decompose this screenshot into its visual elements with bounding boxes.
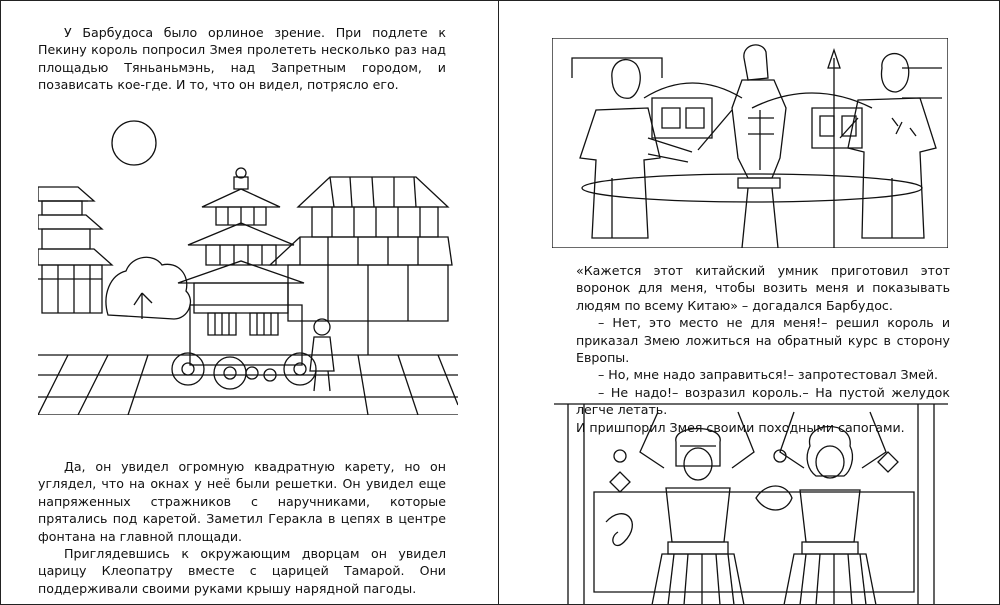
- right-dialog-1: – Нет, это место не для меня!– решил король и приказал Змею ложиться на обратный курс в сторону Европы.: [576, 315, 950, 366]
- left-paragraph-top: У Барбудоса было орлиное зрение. При подлете к Пекину король попросил Змея пролететь несколько раз над площадью Тяньаньмэнь, над Запретным городом, и позависать кое-где. И то, что он видел, потрясло его.: [38, 25, 446, 93]
- left-paragraph-bottom-1: Да, он увидел огромную квадратную карету, но он углядел, что на окнах у неё были решетки. Он увидел еще напряженных стражников с наручниками, которые прятались под каретой. Заметил Геракла в цепях в центре фонтана на главной площади.: [38, 459, 446, 544]
- left-top-text: [38, 24, 446, 94]
- right-paragraph-last: И пришпорил Змея своими походными сапогами.: [576, 419, 905, 435]
- pagoda-square-illustration: [38, 115, 458, 415]
- right-page: [500, 0, 999, 605]
- right-dialog-2: – Но, мне надо заправиться!– запротестовал Змей.: [598, 367, 939, 383]
- left-paragraph-bottom-2: Приглядевшись к окружающим дворцам он увидел царицу Клеопатру вместе с царицей Тамарой. Они поддерживали своими руками крышу нарядной пагоды.: [38, 546, 446, 596]
- right-dialog-3: – Не надо!– возразил король.– На пустой желудок легче летать.: [576, 384, 950, 418]
- queens-illustration: [554, 402, 948, 605]
- left-bottom-text: [38, 458, 446, 597]
- right-paragraph-1: «Кажется этот китайский умник приготовил этот воронок для меня, чтобы возить меня и показывать людям по всему Китаю» – догадался Барбудос.: [576, 263, 950, 313]
- guards-hercules-illustration: [552, 38, 948, 248]
- left-page: [0, 0, 499, 605]
